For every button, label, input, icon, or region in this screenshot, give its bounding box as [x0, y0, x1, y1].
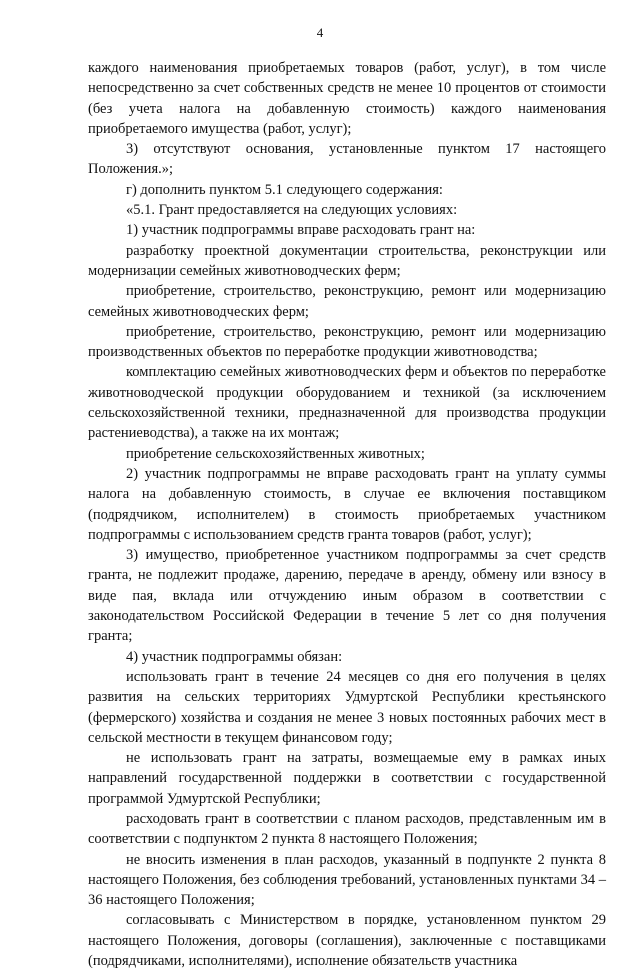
paragraph-condition-3: 3) имущество, приобретенное участником подпрограммы за счет средств гранта, не подлежит продаже, дарению, передаче в аренду, обмену или взносу в виде пая, вклада или отчуждению иным образом в соответствии с законодательством Российской Федерации в течение 5 лет со дня получения гранта;: [88, 547, 606, 645]
paragraph-farm-construction: приобретение, строительство, реконструкцию, ремонт или модернизацию семейных животноводческих ферм;: [88, 283, 606, 320]
paragraph-plan-changes: не вносить изменения в план расходов, указанный в подпункте 2 пункта 8 настоящего Положения, без соблюдения требований, установленных пунктами 34 – 36 настоящего Положения;: [88, 851, 606, 909]
paragraph-use-24-months: использовать грант в течение 24 месяцев со дня его получения в целях развития на сельских территориях Удмуртской Республики крестьянского (фермерского) хозяйства и создания не менее 3 новых постоянных рабочих мест в сельской местности в текущем финансовом году;: [88, 668, 606, 746]
paragraph-processing-facilities: приобретение, строительство, реконструкцию, ремонт или модернизацию производственных объектов по переработке продукции животноводства;: [88, 323, 606, 361]
paragraph-amendment-g: г) дополнить пунктом 5.1 следующего содержания:: [126, 181, 443, 198]
paragraph-agreements: согласовывать с Министерством в порядке, установленном пунктом 29 настоящего Положения, договоры (соглашения), заключенные с поставщиками (подрядчиками, исполнителями), исполнение обязательств участника: [88, 912, 606, 970]
document-body: [88, 58, 606, 971]
page-number: 4: [316, 25, 324, 40]
paragraph-item-3: 3) отсутствуют основания, установленные пунктом 17 настоящего Положения.»;: [88, 141, 606, 178]
paragraph-continuation: каждого наименования приобретаемых товаров (работ, услуг), в том числе непосредственно за счет собственных средств не менее 10 процентов от стоимости (без учета налога на добавленную стоимость) каждого наименования приобретаемого имущества (работ, услуг);: [88, 60, 606, 137]
paragraph-design-docs: разработку проектной документации строительства, реконструкции или модернизации семейных животноводческих ферм;: [88, 242, 606, 279]
paragraph-no-other-support: не использовать грант на затраты, возмещаемые ему в рамках иных направлений государственной поддержки в соответствии с государственной программой Удмуртской Республики;: [88, 750, 606, 807]
paragraph-equipment: комплектацию семейных животноводческих ферм и объектов по переработке животноводческой продукции оборудованием и техникой (за исключением сельскохозяйственной техники, предназначенной для производства продукции растениеводства), а также на их монтаж;: [88, 364, 606, 442]
paragraph-spending-plan: расходовать грант в соответствии с планом расходов, представленным им в соответствии с подпунктом 2 пункта 8 настоящего Положения;: [88, 810, 606, 848]
paragraph-condition-2: 2) участник подпрограммы не вправе расходовать грант на уплату суммы налога на добавленную стоимость, в случае ее включения поставщиком (подрядчиком, исполнителем) в стоимость приобретаемых участником подпрограммы с использованием средств гранта товаров (работ, услуг);: [88, 465, 606, 543]
paragraph-condition-1: 1) участник подпрограммы вправе расходовать грант на:: [126, 222, 476, 239]
paragraph-5-1-heading: «5.1. Грант предоставляется на следующих условиях:: [126, 202, 458, 219]
paragraph-animals: приобретение сельскохозяйственных животных;: [126, 445, 425, 462]
paragraph-condition-4: 4) участник подпрограммы обязан:: [126, 648, 343, 665]
